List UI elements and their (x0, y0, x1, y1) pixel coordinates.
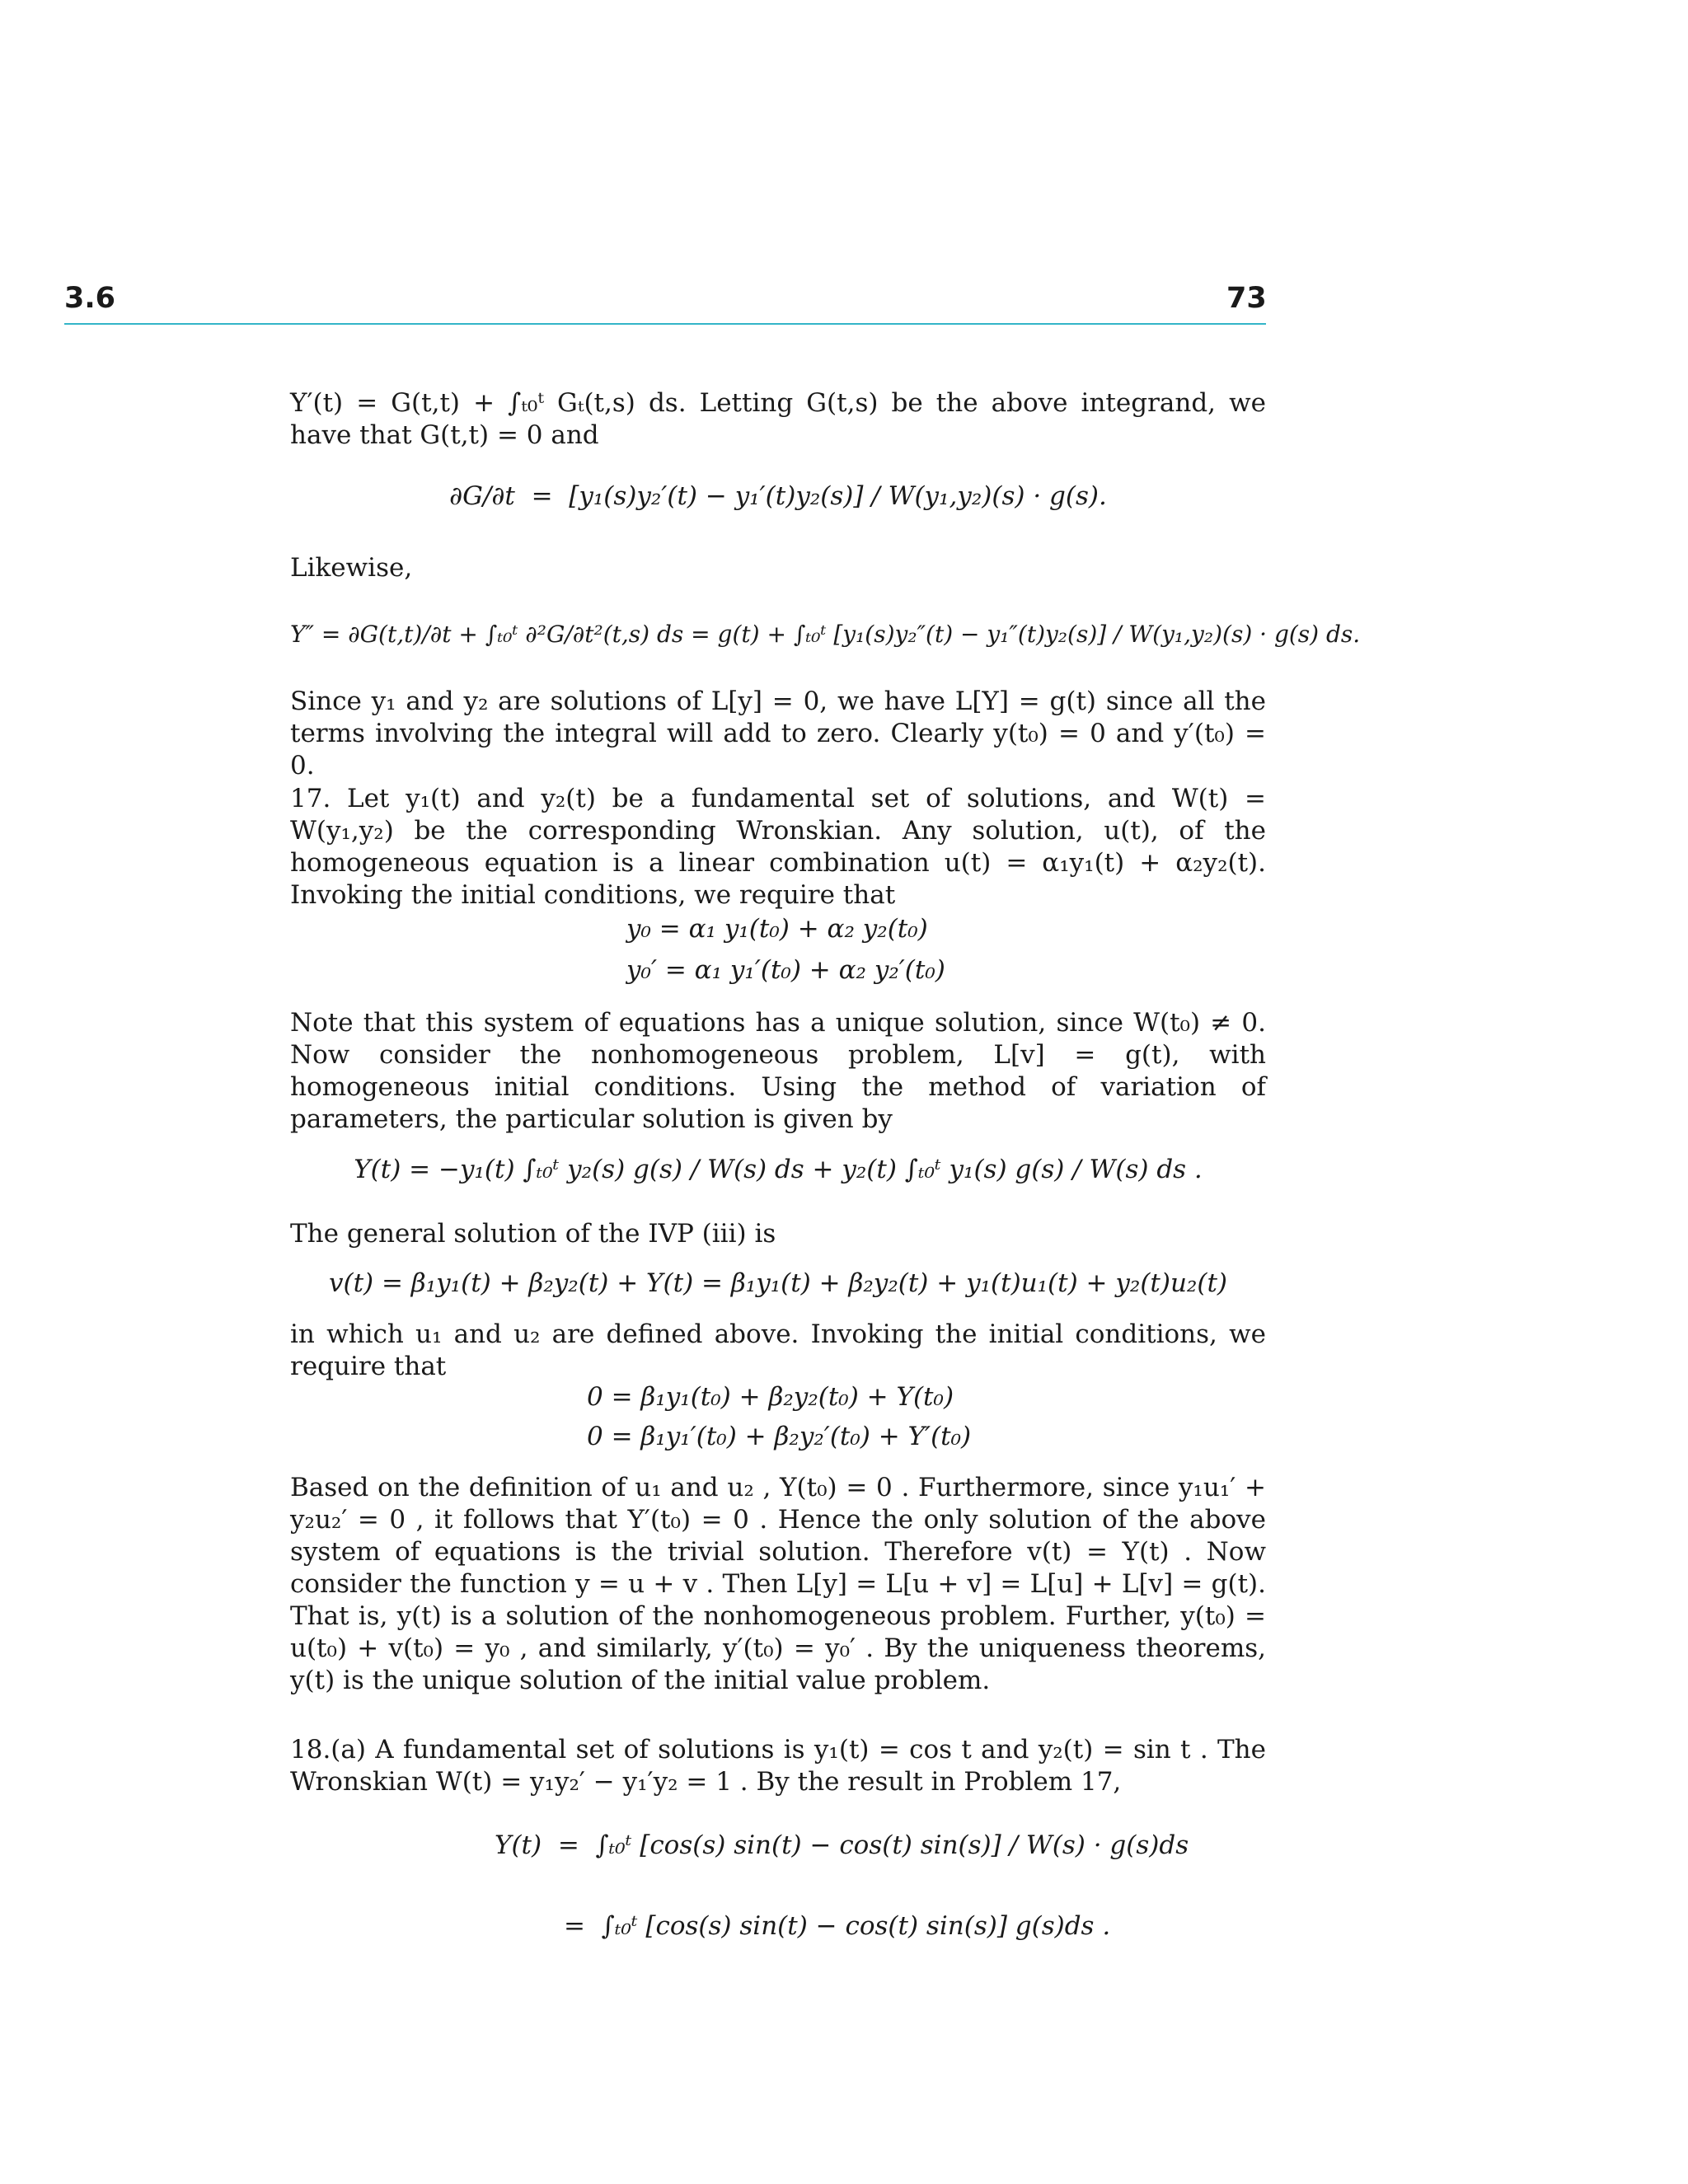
equation-initial-y0-prime: y₀′ = α₁ y₁′(t₀) + α₂ y₂′(t₀) (626, 955, 945, 985)
equation-Y-integral-1: Y(t) = ∫ₜ₀ᵗ [cos(s) sin(t) − cos(t) sin(s)] / W(s) · g(s)ds (495, 1830, 1189, 1860)
paragraph-unique-solution: Note that this system of equations has a unique solution, since W(t₀) ≠ 0. Now consider the nonhomogeneous problem, L[v] = g(t), with homogeneous initial conditions. Using the method of variation of parameters, the particular solution is given by (290, 1008, 1266, 1134)
paragraph-derivative-of-Y: Y′(t) = G(t,t) + ∫ₜ₀ᵗ Gₜ(t,s) ds. Letting G(t,s) be the above integrand, we have that G(t,t) = 0 and (290, 388, 1266, 450)
paragraph-general-solution: The general solution of the IVP (iii) is (290, 1219, 776, 1249)
equation-initial-y0: y₀ = α₁ y₁(t₀) + α₂ y₂(t₀) (626, 914, 928, 944)
header-rule (64, 323, 1266, 325)
equation-v-of-t: v(t) = β₁y₁(t) + β₂y₂(t) + Y(t) = β₁y₁(t) + β₂y₂(t) + y₁(t)u₁(t) + y₂(t)u₂(t) (328, 1268, 1228, 1298)
paragraph-problem-18a: 18.(a) A fundamental set of solutions is y₁(t) = cos t and y₂(t) = sin t . The Wronskian W(t) = y₁y₂′ − y₁′y₂ = 1 . By the result in Problem 17, (290, 1735, 1266, 1797)
page-number: 73 (1226, 282, 1267, 315)
paragraph-likewise: Likewise, (290, 553, 413, 583)
equation-partial-G: ∂G/∂t = [y₁(s)y₂′(t) − y₁′(t)y₂(s)] / W(y₁,y₂)(s) · g(s). (449, 481, 1107, 511)
equation-particular-solution: Y(t) = −y₁(t) ∫ₜ₀ᵗ y₂(s) g(s) / W(s) ds + y₂(t) ∫ₜ₀ᵗ y₁(s) g(s) / W(s) ds . (354, 1155, 1203, 1184)
paragraph-uniqueness: Based on the definition of u₁ and u₂ , Y(t₀) = 0 . Furthermore, since y₁u₁′ + y₂u₂′ = 0 , it follows that Y′(t₀) = 0 . Hence the only solution of the above system of equations is the trivial solution. Therefore v(t) = Y(t) . Now consider the function y = u + v . Then L[y] = L[u + v] = L[u] + L[v] = g(t). That is, y(t) is a solution of the nonhomogeneous problem. Further, y(t₀) = u(t₀) + v(t₀) = y₀ , and similarly, y′(t₀) = y₀′ . By the uniqueness theorems, y(t) is the unique solution of the initial value problem. (290, 1473, 1266, 1695)
equation-second-derivative: Y″ = ∂G(t,t)/∂t + ∫ₜ₀ᵗ ∂²G/∂t²(t,s) ds = g(t) + ∫ₜ₀ᵗ [y₁(s)y₂″(t) − y₁″(t)y₂(s)] / W(y₁,y₂)(s) · g(s) ds. (290, 621, 1361, 648)
paragraph-solutions-of-L: Since y₁ and y₂ are solutions of L[y] = 0, we have L[Y] = g(t) since all the terms involving the integral will add to zero. Clearly y(t₀) = 0 and y′(t₀) = 0. (290, 687, 1266, 780)
paragraph-u1-u2: in which u₁ and u₂ are defined above. Invoking the initial conditions, we require that (290, 1319, 1266, 1381)
equation-Y-integral-2: = ∫ₜ₀ᵗ [cos(s) sin(t) − cos(t) sin(s)] g(s)ds . (564, 1911, 1111, 1941)
paragraph-problem-17: 17. Let y₁(t) and y₂(t) be a fundamental set of solutions, and W(t) = W(y₁,y₂) be the corresponding Wronskian. Any solution, u(t), of the homogeneous equation is a linear combination u(t) = α₁y₁(t) + α₂y₂(t). Invoking the initial conditions, we require that (290, 784, 1266, 910)
equation-beta-system-2: 0 = β₁y₁′(t₀) + β₂y₂′(t₀) + Y′(t₀) (587, 1422, 972, 1451)
equation-beta-system-1: 0 = β₁y₁(t₀) + β₂y₂(t₀) + Y(t₀) (587, 1382, 954, 1412)
section-number: 3.6 (64, 282, 116, 315)
